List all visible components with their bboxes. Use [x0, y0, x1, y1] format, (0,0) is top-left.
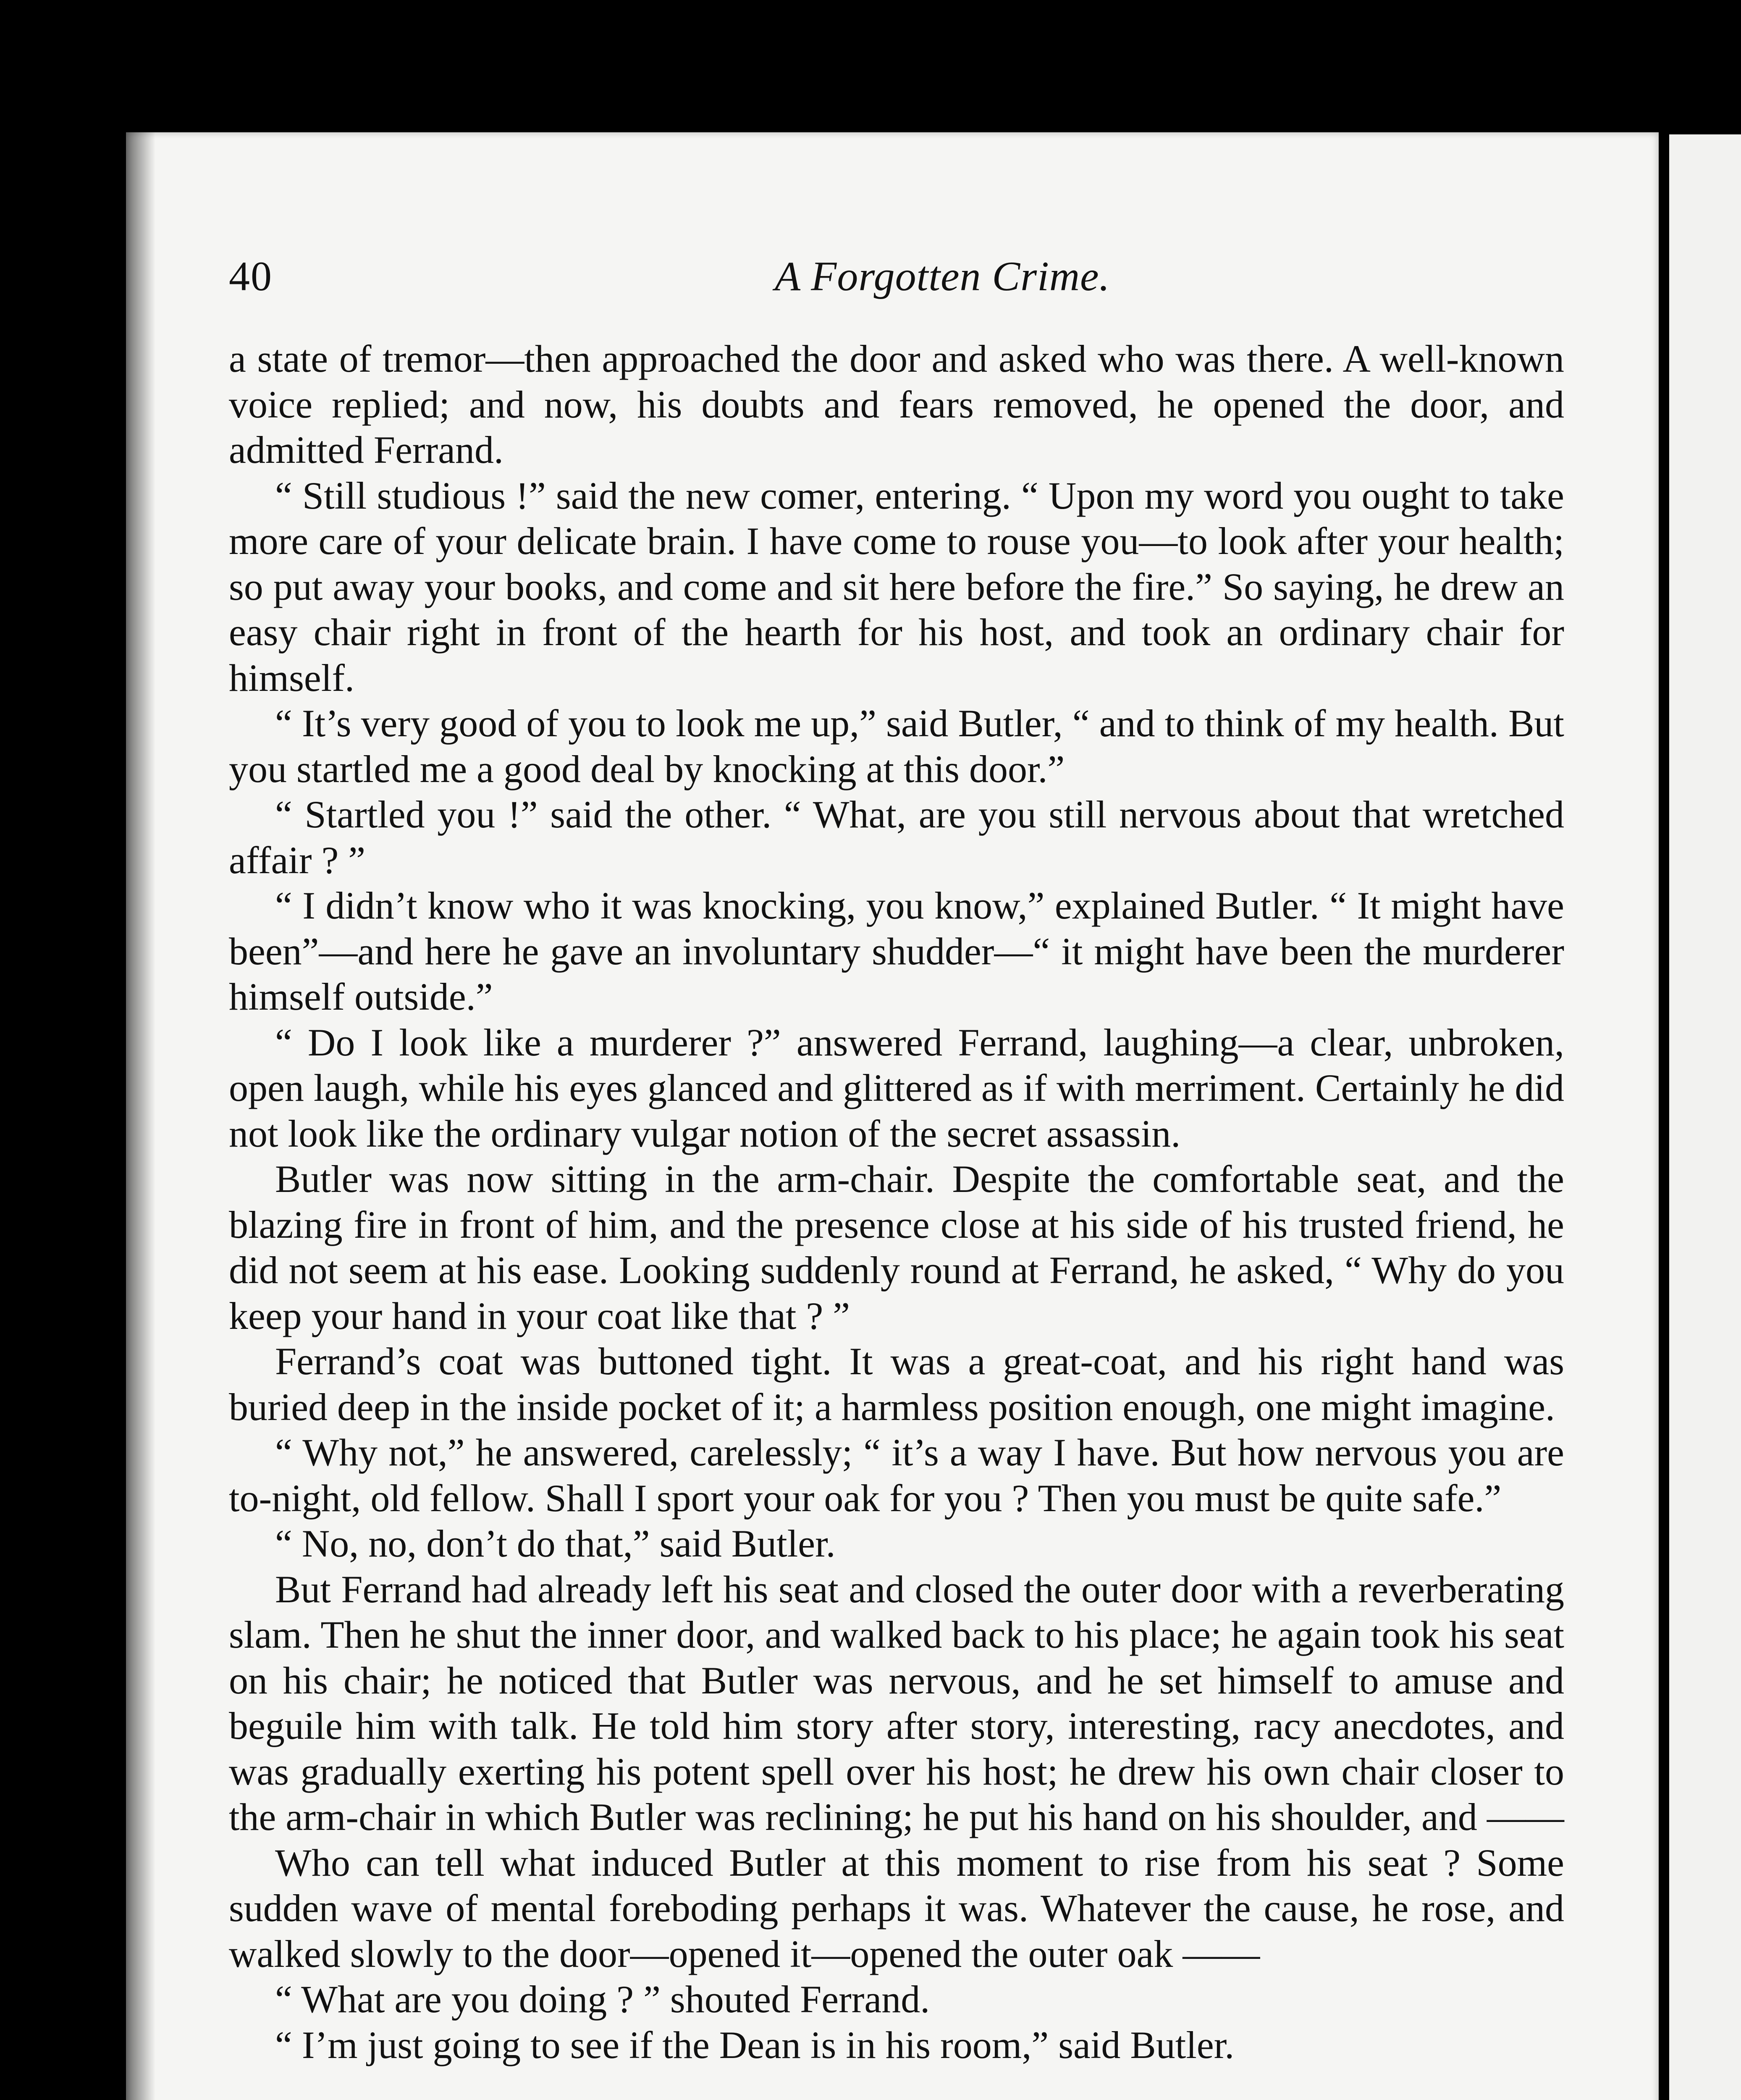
paragraph: Butler was now sitting in the arm-chair. Despite the comfortable seat, and the blazing fire in front of him, and the presence close at his side of his trusted friend, he did not seem at his ease. Looking suddenly round at Ferrand, he asked, “ Why do you keep your hand in your coat like that ? ” — [229, 1158, 1564, 1337]
paragraph: “ No, no, don’t do that,” said Butler. — [275, 1522, 836, 1565]
paragraph: But Ferrand had already left his seat and closed the outer door with a reverberating slam. Then he shut the inner door, and walked back to his place; he again took his seat on his chair; he noticed that Butler was nervous, and he set himself to amuse and beguile him with talk. He told him story after story, interesting, racy anecdotes, and was gradually exerting his potent spell over his host; he drew his own chair closer to the arm-chair in which Butler was reclining; he put his hand on his shoulder, and —— — [229, 1567, 1564, 1838]
page-gap — [1659, 132, 1669, 2100]
binding-shadow — [126, 132, 155, 2100]
paragraph: “ Do I look like a murderer ?” answered Ferrand, laughing—a clear, unbroken, open laugh, while his eyes glanced and glittered as if with merriment. Certainly he did not look like the ordinary vulgar notion of the secret assassin. — [229, 1021, 1564, 1155]
paragraph: “ What are you doing ? ” shouted Ferrand. — [275, 1978, 930, 2021]
paragraph: Ferrand’s coat was buttoned tight. It was a great-coat, and his right hand was buried deep in the inside pocket of it; a harmless position enough, one might imagine. — [229, 1340, 1564, 1428]
paragraph: “ I’m just going to see if the Dean is in his room,” said Butler. — [275, 2023, 1235, 2066]
paragraph: Who can tell what induced Butler at this moment to rise from his seat ? Some sudden wave of mental foreboding perhaps it was. Whatever the cause, he rose, and walked slowly to the door—opened it—opened the outer oak —— — [229, 1841, 1564, 1975]
body-text — [229, 336, 1564, 2068]
facing-page-edge — [1669, 134, 1741, 2100]
paragraph: “ Still studious !” said the new comer, entering. “ Upon my word you ought to take more care of your delicate brain. I have come to rouse you—to look after your health; so put away your books, and come and sit here before the fire.” So saying, he drew an easy chair right in front of the hearth for his host, and took an ordinary chair for himself. — [229, 474, 1564, 699]
paragraph: a state of tremor—then approached the door and asked who was there. A well-known voice replied; and now, his doubts and fears removed, he opened the door, and admitted Ferrand. — [229, 337, 1564, 471]
paragraph: “ Why not,” he answered, carelessly; “ it’s a way I have. But how nervous you are to-night, old fellow. Shall I sport your oak for you ? Then you must be quite safe.” — [229, 1431, 1564, 1520]
page-header — [229, 252, 1564, 307]
paragraph: “ Startled you !” said the other. “ What, are you still nervous about that wretched affair ? ” — [229, 793, 1564, 882]
paragraph: “ I didn’t know who it was knocking, you know,” explained Butler. “ It might have been”—and here he gave an involuntary shudder—“ it might have been the murderer himself outside.” — [229, 884, 1564, 1018]
running-title: A Forgotten Crime. — [775, 253, 1110, 299]
paragraph: “ It’s very good of you to look me up,” said Butler, “ and to think of my health. But you startled me a good deal by knocking at this door.” — [229, 702, 1564, 790]
page-number: 40 — [229, 253, 273, 299]
